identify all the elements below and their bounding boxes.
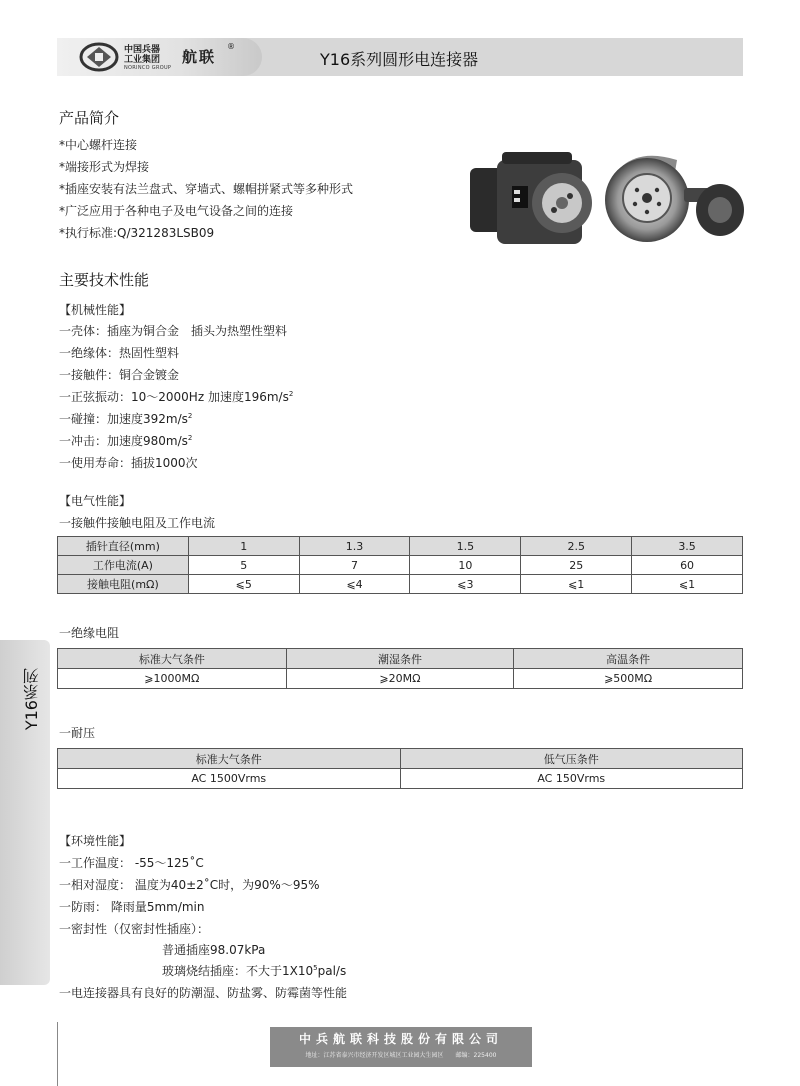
intro-heading: 产品简介 (59, 109, 120, 127)
mechanical-heading: 【机械性能】 (59, 303, 132, 317)
table-header-cell: 潮湿条件 (286, 649, 514, 669)
table-row (58, 769, 743, 789)
intro-item: *执行标准:Q/321283LSB09 (59, 226, 215, 240)
mechanical-item: 一使用寿命：插拔1000次 (59, 456, 198, 470)
table-row (58, 537, 743, 556)
table-header-cell: 标准大气条件 (58, 649, 287, 669)
insulation-table-title: 一绝缘电阻 (59, 626, 120, 640)
registered-mark: ® (227, 42, 235, 51)
table-cell: ⩽4 (299, 575, 410, 594)
environmental-item: 一工作温度： -55～125˚C (59, 856, 204, 870)
table-cell: ⩽5 (188, 575, 299, 594)
footer-rule (57, 1022, 58, 1086)
voltage-table (57, 748, 743, 789)
side-tab-label: Y16系列 (22, 668, 41, 731)
table-cell: 10 (410, 556, 521, 575)
table-cell: AC 1500Vrms (58, 769, 401, 789)
table-cell: ⩽1 (632, 575, 743, 594)
environmental-item: 一防雨： 降雨量5mm/min (59, 900, 205, 914)
environmental-item: 一电连接器具有良好的防潮湿、防盐雾、防霉菌等性能 (59, 986, 348, 1000)
table-header-cell: 高温条件 (514, 649, 743, 669)
mechanical-item: 一壳体：插座为铜合金 插头为热塑性塑料 (59, 324, 288, 338)
footer-address: 地址：江苏省泰兴市经济开发区城区工业园大生园区 邮编：225400 (305, 1052, 497, 1059)
table-cell: 1.3 (299, 537, 410, 556)
contact-table-title: 一接触件接触电阻及工作电流 (59, 516, 216, 530)
environmental-item: 一密封性（仅密封性插座）： (59, 922, 210, 936)
brand-name: 航联 (182, 48, 217, 66)
table-cell: ⩾20MΩ (286, 669, 514, 689)
table-cell: 1.5 (410, 537, 521, 556)
tech-heading: 主要技术性能 (59, 271, 150, 289)
contact-table (57, 536, 743, 594)
electrical-heading: 【电气性能】 (59, 494, 132, 508)
table-cell: ⩾1000MΩ (58, 669, 287, 689)
mechanical-item-vibration: 一正弦振动：10～2000Hz 加速度$196m/s^2$ (59, 390, 294, 404)
mechanical-item-shock: 一冲击：加速度$980m/s^2$ (59, 434, 193, 448)
table-cell: AC 150Vrms (400, 769, 743, 789)
table-cell: 工作电流(A) (58, 556, 189, 575)
table-row (58, 669, 743, 689)
seal-normal: 普通插座98.07kPa (162, 943, 266, 957)
intro-item: *端接形式为焊接 (59, 160, 150, 174)
norinco-logo-icon (79, 42, 119, 72)
logo-text: 中国兵器 工业集团 NORINCO GROUP (124, 45, 172, 71)
voltage-table-title: 一耐压 (59, 726, 96, 740)
intro-item: *广泛应用于各种电子及电气设备之间的连接 (59, 204, 294, 218)
intro-item: *中心螺杆连接 (59, 138, 138, 152)
table-cell: 插针直径(mm) (58, 537, 189, 556)
table-cell: 5 (188, 556, 299, 575)
table-row (58, 575, 743, 594)
insulation-table (57, 648, 743, 689)
page-title: Y16系列圆形电连接器 (320, 50, 479, 69)
environmental-item: 一相对湿度： 温度为40±2˚C时，为90%～95% (59, 878, 320, 892)
seal-glass: 玻璃烧结插座：不大于$1X10^5pal/s$ (162, 964, 347, 978)
table-header-cell: 低气压条件 (400, 749, 743, 769)
table-cell: ⩾500MΩ (514, 669, 743, 689)
table-cell: 60 (632, 556, 743, 575)
table-cell: 25 (521, 556, 632, 575)
table-row (58, 749, 743, 769)
table-cell: ⩽1 (521, 575, 632, 594)
table-cell: 2.5 (521, 537, 632, 556)
table-cell: 接触电阻(mΩ) (58, 575, 189, 594)
intro-item: *插座安装有法兰盘式、穿墙式、螺帽拼紧式等多种形式 (59, 182, 354, 196)
table-row (58, 649, 743, 669)
mechanical-item-bump: 一碰撞：加速度$392m/s^2$ (59, 412, 193, 426)
table-cell: 3.5 (632, 537, 743, 556)
mechanical-item: 一绝缘体：热固性塑料 (59, 346, 180, 360)
table-cell: ⩽3 (410, 575, 521, 594)
footer-company: 中兵航联科技股份有限公司 (298, 1032, 503, 1046)
table-header-cell: 标准大气条件 (58, 749, 401, 769)
table-row (58, 556, 743, 575)
environmental-heading: 【环境性能】 (59, 834, 132, 848)
mechanical-item: 一接触件：铜合金镀金 (59, 368, 180, 382)
product-photo (462, 148, 747, 260)
table-cell: 7 (299, 556, 410, 575)
table-cell: 1 (188, 537, 299, 556)
